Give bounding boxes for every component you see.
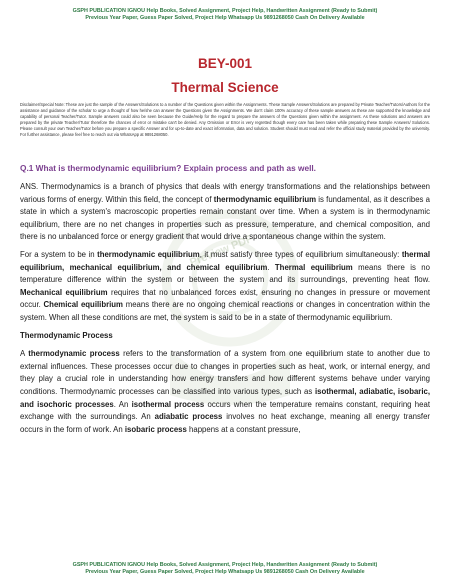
bold-term: thermal equilibrium, mechanical equilibrium, and chemical equilibrium (20, 249, 430, 272)
bold-term: isothermal, adiabatic, isobaric, and isochoric processes (20, 386, 430, 409)
bold-term: adiabatic process (154, 412, 223, 422)
bold-term: thermodynamic equilibrium (213, 194, 317, 204)
bold-term: thermodynamic process (28, 349, 120, 359)
footer-line-1: GSPH PUBLICATION IGNOU Help Books, Solved Assignment, Project Help, Handwritten Assignment (Ready to Submit) (72, 562, 378, 568)
answer-body (20, 181, 430, 441)
course-title: Thermal Science (171, 80, 279, 95)
bold-term: Thermal equilibrium (274, 262, 353, 272)
header-line-1: GSPH PUBLICATION IGNOU Help Books, Solved Assignment, Project Help, Handwritten Assignment (Ready to Submit) (72, 8, 378, 14)
page-footer (20, 562, 430, 577)
bold-term: isobaric process (124, 424, 187, 434)
section-heading: Thermodynamic Process (20, 330, 113, 340)
paragraph-3: A thermodynamic process refers to the transformation of a system from one equilibrium state to another due to external influences. These processes occur due to changes in properties such as heat, work, or internal energy, and they play a crucial role in understanding how energy transfers and how different systems behave under varying conditions. Thermodynamic processes can be classified into various types, such as isothermal, adiabatic, isobaric, and isochoric processes. An isothermal process occurs when the temperature remains constant, requiring heat exchange with the surroundings. An adiabatic process involves no heat exchange, meaning all energy transfer occurs in the form of work. An isobaric process happens at a constant pressure, (20, 349, 431, 434)
course-code: BEY-001 (197, 56, 253, 71)
bold-term: Chemical equilibrium (43, 300, 123, 310)
watermark-text: Preview PDF (188, 232, 255, 270)
footer-line-2: Previous Year Paper, Guess Paper Solved, Project Help Whatsapp Us 9891268050 Cash On Delivery Available (85, 569, 365, 576)
question-heading: Q.1 What is thermodynamic equilibrium? Explain process and path as well. (20, 163, 316, 173)
bold-term: isothermal process (131, 399, 205, 409)
disclaimer-note: Disclaimer/Special Note: These are just the sample of the Answers/Solutions to a number of the Questions given within the Assignments. These Sample Answers/Solutions are prepared by Private Teacher/Tutors/Authors for the assistance and guidance of the scholar to urge a thought of how he/she can answer the Questions given the Assignments. We don't claim 100% accuracy of these sample answers as these are supported the knowledge and capability of personal Teacher/Tutor. Sample answers could also be seen because the Guide/Help for the regard to prepare the answers of the Questions given within the assignment. As these solutions and answers are prepared by the private Teacher/Tutor therefore the chances of error or mistake can't be denied. Any Omission or Error is very regretted though every care has been taken while preparing these Sample Answers/ Solutions. Please consult your own Teacher/Tutor before you prepare a specific Answer and for up-to-date and exact information, data and solution. Student should must read and refer the official study material provided by the university. For further assistance, please feel free to reach out via WhatsApp at 9891268050. (20, 102, 430, 137)
page-header (20, 8, 430, 23)
bold-term: thermodynamic equilibrium (97, 249, 200, 259)
paragraph-2: For a system to be in thermodynamic equilibrium, it must satisfy three types of equilibrium simultaneously: thermal equilibrium, mechanical equilibrium, and chemical equilibrium. Thermal equilibrium means there is no temperature difference within the system or between the system and its surroundings, preventing heat flow. Mechanical equilibrium requires that no unbalanced forces exist, ensuring no changes in pressure or movement occur. Chemical equilibrium means there are no ongoing chemical reactions or changes in concentration within the system. When all these conditions are met, the system is said to be in a state of thermodynamic equilibrium. (20, 249, 430, 322)
paragraph-1: ANS. Thermodynamics is a branch of physics that deals with energy transformations and the relationships between various forms of energy. Within this field, the concept of thermodynamic equilibrium is fundamental, as it describes a state in which a system's macroscopic properties remain constant over time. When a system is in thermodynamic equilibrium, there are no net changes in properties such as pressure, temperature, and chemical composition, and there is no unbalanced force or energy gradient that would drive a spontaneous change within the system. (20, 182, 430, 242)
header-line-2: Previous Year Paper, Guess Paper Solved, Project Help Whatsapp Us 9891268050 Cash On Delivery Available (85, 15, 365, 22)
bold-term: Mechanical equilibrium (20, 287, 108, 297)
